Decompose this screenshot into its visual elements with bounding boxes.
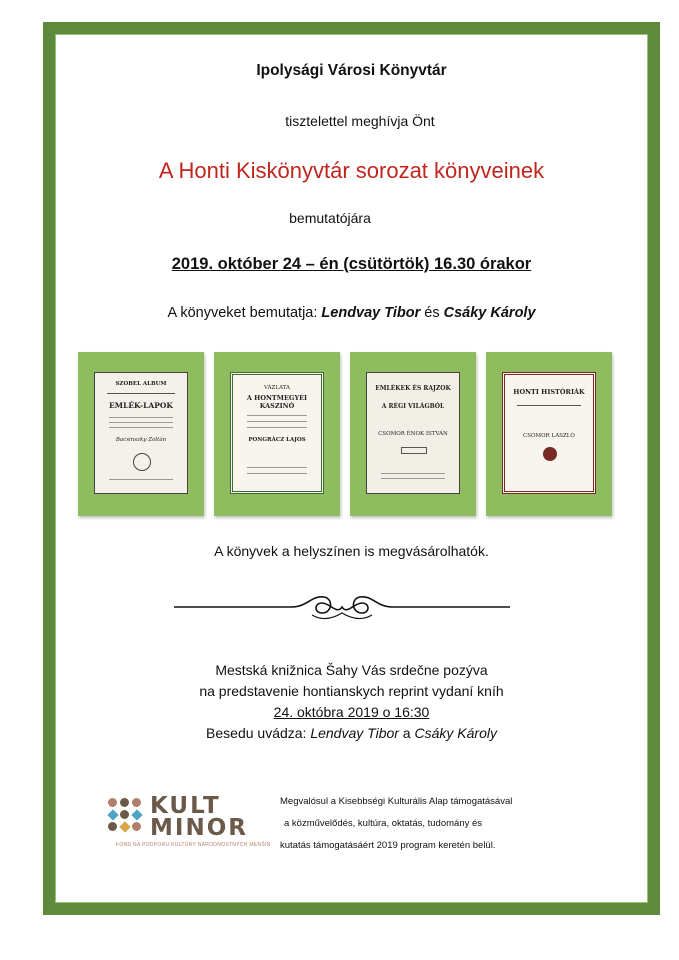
slovak-line-2: na predstavenie hontianskych reprint vydaní kníh	[199, 683, 504, 699]
logo-tagline: FOND NA PODPORU KULTÚRY NÁRODNOSTNÝCH MENŠÍN	[116, 842, 271, 848]
book-4-author: CSOMOR LÁSZLÓ	[523, 433, 575, 439]
event-text: bemutatójára	[289, 210, 371, 226]
slovak-presenter-1: Lendvay Tibor	[310, 725, 399, 741]
logo-mosaic-icon	[108, 798, 144, 834]
book-1-author: Bacsinszky Zoltán	[115, 437, 167, 443]
book-2-title: A HONTMEGYEI KASZINÓ	[246, 394, 308, 410]
presenter-2: Csáky Károly	[443, 305, 536, 321]
book-4-emblem-icon	[543, 447, 557, 461]
book-2-author: PONGRÁCZ LAJOS	[248, 437, 306, 443]
slovak-presenters	[55, 723, 648, 744]
book-3-author: CSOMOR ÉNOK ISTVÁN	[378, 431, 448, 437]
book-1-emblem-icon	[133, 453, 151, 471]
presenters-prefix: A könyveket bemutatja:	[167, 305, 322, 321]
support-line-3: kutatás támogatásáért 2019 program keretén belül.	[280, 840, 496, 851]
book-4-top: HONTI HISTÓRIÁK	[513, 388, 585, 396]
presenters-line	[55, 305, 648, 321]
book-1-title: EMLÉK-LAPOK	[109, 401, 173, 410]
book-cover-4	[486, 352, 612, 516]
event-date: 2019. október 24 – én (csütörtök) 16.30 órakor	[171, 255, 532, 273]
support-line-2: a közművelődés, kultúra, oktatás, tudomány és	[284, 818, 483, 829]
book-cover-3	[350, 352, 476, 516]
book-cover-2	[214, 352, 340, 516]
logo-word-kult: KULT	[150, 793, 221, 819]
book-1-top: SZOBEL ALBUM	[115, 381, 167, 387]
kult-minor-logo	[108, 793, 271, 855]
slovak-presenter-2: Csáky Károly	[414, 725, 497, 741]
slovak-conj: a	[398, 725, 415, 741]
logo-word-minor: MINOR	[150, 815, 248, 841]
headline: A Honti Kiskönyvtár sorozat könyveinek	[158, 158, 545, 183]
ornamental-divider	[172, 587, 512, 627]
slovak-lead-prefix: Besedu uvádza:	[206, 725, 311, 741]
slovak-line-1: Mestská knižnica Šahy Vás srdečne pozýva	[215, 662, 488, 678]
slovak-date: 24. októbra 2019 o 16:30	[273, 704, 430, 720]
organizer-title: Ipolysági Városi Könyvtár	[256, 62, 447, 79]
book-cover-1	[78, 352, 204, 516]
book-3-top: EMLÉKEK ÉS RAJZOK	[375, 385, 451, 392]
purchase-note: A könyvek a helyszínen is megvásárolhatók.	[214, 543, 489, 559]
support-line-1: Megvalósul a Kisebbségi Kulturális Alap támogatásával	[280, 796, 513, 807]
presenter-1: Lendvay Tibor	[321, 305, 421, 321]
book-2-top: VÁZLATA	[263, 385, 291, 391]
book-3-title: A RÉGI VILÁGBÓL	[381, 403, 445, 410]
book-gallery	[78, 352, 608, 517]
book-3-ornament-icon	[401, 447, 427, 454]
presenters-conj: és	[420, 305, 444, 321]
invite-text: tisztelettel meghívja Önt	[285, 113, 435, 129]
